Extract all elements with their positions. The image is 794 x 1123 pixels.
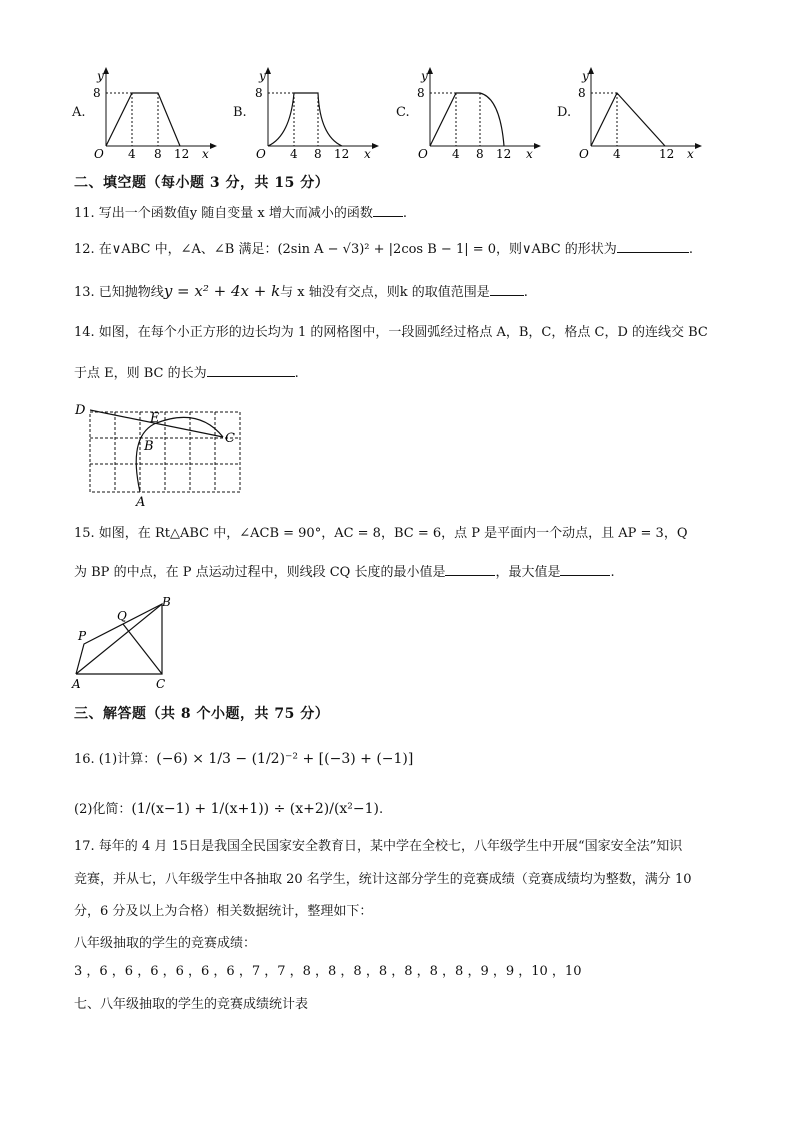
q15-line-1: 15. 如图，在 Rt△ABC 中，∠ACB = 90°，AC = 8，BC = 6，点 P 是平面内一个动点，且 AP = 3，Q: [74, 526, 688, 541]
question-16-part-1: [74, 750, 413, 769]
y-axis-label: y: [97, 69, 104, 83]
answer-blank: [207, 364, 295, 377]
question-12: [74, 240, 693, 259]
y-tick-8: 8: [417, 86, 425, 100]
q17-line-2: 竞赛，并从七，八年级学生中各抽取 20 名学生，统计这部分学生的竞赛成绩（竞赛成绩均为整数，满分 10: [74, 872, 692, 887]
x-tick: 4: [290, 147, 298, 158]
q12-end: .: [688, 242, 693, 257]
label-c: C: [225, 431, 235, 446]
section-2-title: 二、填空题（每小题 3 分，共 15 分）: [74, 175, 330, 191]
question-11: [74, 204, 407, 223]
q16-part1-pre: 16. (1)计算：: [74, 752, 157, 767]
label-b: B: [144, 439, 154, 454]
graph-d: [575, 66, 705, 158]
origin-label: O: [579, 147, 589, 158]
x-tick: 8: [476, 147, 484, 158]
x-tick: 4: [452, 147, 460, 158]
q14-end: .: [294, 366, 299, 381]
origin-label: O: [418, 147, 428, 158]
q13-pre: 13. 已知抛物线: [74, 285, 164, 300]
option-c-label: C.: [396, 105, 410, 120]
question-15-line-2: [74, 563, 615, 582]
x-tick: 4: [128, 147, 136, 158]
label-c: C: [156, 677, 166, 690]
x-axis-label: x: [364, 147, 371, 158]
label-a: A: [72, 677, 81, 690]
answer-blank-max: [560, 563, 610, 576]
label-d: D: [75, 403, 86, 418]
q13-mid: 与 x 轴没有交点，则k 的取值范围是: [280, 285, 490, 300]
q16-part2-pre: (2)化简：: [74, 802, 132, 817]
q17-line-4: 八年级抽取的学生的竞赛成绩：: [74, 936, 257, 951]
q16-part1-formula: (−6) × 1/3 − (1/2)⁻² + [(−3) + (−1)]: [156, 751, 414, 767]
graph-a: [90, 66, 220, 158]
q16-end: .: [379, 802, 384, 817]
q17-table-caption: 七、八年级抽取的学生的竞赛成绩统计表: [74, 997, 309, 1012]
label-e: E: [150, 411, 160, 426]
option-a-label: A.: [72, 105, 86, 120]
q17-line-1: 17. 每年的 4 月 15日是我国全民国家安全教育日，某中学在全校七，八年级学生中开展“国家安全法”知识: [74, 839, 683, 854]
q12-mid: ，则∨ABC 的形状为: [496, 242, 617, 257]
x-tick: 8: [154, 147, 162, 158]
label-b: B: [162, 595, 171, 609]
x-tick: 12: [496, 147, 512, 158]
q14-line-1: 14. 如图，在每个小正方形的边长均为 1 的网格图中，一段圆弧经过格点 A，B，C，格点 C，D 的连线交 BC: [74, 325, 708, 340]
q13-formula: y = x² + 4x + k: [163, 282, 281, 300]
x-tick: 4: [613, 147, 621, 158]
question-16-part-2: [74, 800, 383, 819]
x-tick: 12: [334, 147, 350, 158]
q17-line-3: 分，6 分及以上为合格）相关数据统计，整理如下：: [74, 904, 373, 919]
answer-blank: [490, 283, 524, 296]
q15-mid: ，最大值是: [495, 565, 561, 580]
option-d-label: D.: [557, 105, 572, 120]
origin-label: O: [256, 147, 266, 158]
x-tick: 12: [174, 147, 190, 158]
q15-line-2: 为 BP 的中点，在 P 点运动过程中，则线段 CQ 长度的最小值是: [74, 565, 446, 580]
question-13: [74, 282, 528, 302]
label-p: P: [78, 629, 87, 643]
q11-end: .: [402, 206, 408, 221]
q14-line-2: 于点 E，则 BC 的长为: [74, 366, 207, 381]
answer-blank: [617, 240, 689, 253]
q13-end: .: [523, 285, 528, 300]
y-axis-label: y: [259, 69, 266, 83]
q12-pre: 12. 在∨ABC 中，∠A、∠B 满足：: [74, 242, 278, 257]
question-14-line-2: [74, 364, 299, 383]
label-a: A: [136, 495, 146, 510]
q14-grid-figure: [70, 398, 250, 510]
x-tick: 8: [314, 147, 322, 158]
x-tick: 12: [659, 147, 675, 158]
option-b-label: B.: [233, 105, 247, 120]
x-axis-label: x: [202, 147, 209, 158]
x-axis-label: x: [526, 147, 533, 158]
q17-scores: 3 ，6 ，6 ，6 ，6 ，6 ，6 ，7 ，7 ，8 ，8 ，8 ，8 ，8 ，8 ，8 ，9 ，9 ，10 ，10: [74, 964, 582, 979]
x-axis-label: x: [687, 147, 694, 158]
q12-formula: (2sin A − √3)² + |2cos B − 1| = 0: [277, 242, 497, 257]
y-axis-label: y: [582, 69, 589, 83]
y-tick-8: 8: [93, 86, 101, 100]
q15-end: .: [610, 565, 615, 580]
y-tick-8: 8: [255, 86, 263, 100]
y-tick-8: 8: [578, 86, 586, 100]
label-q: Q: [117, 609, 127, 623]
q15-triangle-figure: [66, 594, 186, 690]
q16-part2-formula: (1/(x−1) + 1/(x+1)) ÷ (x+2)/(x²−1): [131, 801, 380, 817]
answer-blank-min: [445, 563, 495, 576]
graph-c: [414, 66, 544, 158]
answer-blank: [373, 204, 403, 217]
y-axis-label: y: [421, 69, 428, 83]
section-3-title: 三、解答题（共 8 个小题，共 75 分）: [74, 706, 330, 722]
q11-text: 11. 写出一个函数值y 随自变量 x 增大而减小的函数: [74, 206, 373, 221]
graph-b: [252, 66, 382, 158]
origin-label: O: [94, 147, 104, 158]
